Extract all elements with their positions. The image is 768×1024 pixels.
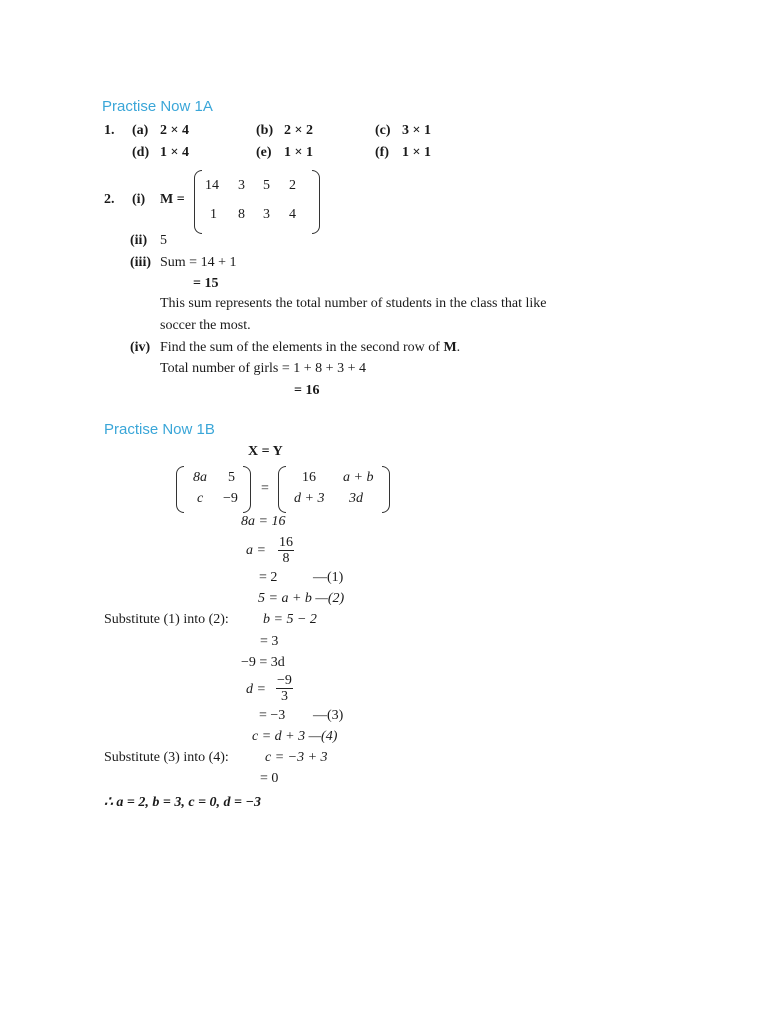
eq-8a: 8a = 16 <box>241 514 286 529</box>
matrix-m-r2c3: 3 <box>263 207 270 222</box>
q2iv-line2: = 16 <box>294 383 320 398</box>
eq-c-value: = 0 <box>260 771 279 786</box>
eq-tag-3: —(3) <box>313 708 344 723</box>
lhs-r2c1: c <box>197 491 204 506</box>
matrix-equals: = <box>261 481 269 496</box>
q2-number: 2. <box>104 192 115 207</box>
eq-c-equals: c = d + 3 —(4) <box>252 729 338 744</box>
eq-5-equals: 5 = a + b —(2) <box>258 591 345 606</box>
q1e-value: 1 × 1 <box>284 145 313 160</box>
q2iii-label: (iii) <box>130 255 151 270</box>
q2iii-text2: soccer the most. <box>160 318 251 333</box>
fraction-numerator: 16 <box>279 535 293 550</box>
eq-tag-1: —(1) <box>313 570 344 585</box>
matrix-m-r2c4: 4 <box>289 207 296 222</box>
q1-number: 1. <box>104 123 115 138</box>
eq-a-lhs: a = <box>246 543 266 558</box>
q2ii-value: 5 <box>160 233 167 248</box>
rhs-left-paren <box>278 466 286 513</box>
fraction-minus9-over-3 <box>276 673 293 704</box>
eq-d-value: = −3 <box>259 708 286 723</box>
matrix-m-lhs: M = <box>160 192 185 207</box>
matrix-m-r2c2: 8 <box>238 207 245 222</box>
q1b-label: (b) <box>256 123 274 138</box>
matrix-m-right-paren <box>312 170 320 234</box>
substitute-1-text: Substitute (1) into (2): <box>104 612 229 627</box>
q1f-value: 1 × 1 <box>402 145 431 160</box>
rhs-r2c2: 3d <box>349 491 363 506</box>
eq-b-value: = 3 <box>260 634 279 649</box>
substitute-1-eq: b = 5 − 2 <box>263 612 317 627</box>
rhs-r2c1: d + 3 <box>294 491 325 506</box>
section-title-1b: Practise Now 1B <box>104 421 215 438</box>
substitute-2-text: Substitute (3) into (4): <box>104 750 229 765</box>
eq-d-lhs: d = <box>246 682 266 697</box>
q2ii-label: (ii) <box>130 233 148 248</box>
q2i-label: (i) <box>132 192 146 207</box>
lhs-r1c2: 5 <box>228 470 235 485</box>
fraction-denominator: 8 <box>282 551 290 566</box>
matrix-m-r1c1: 14 <box>205 178 219 193</box>
matrix-m-r1c4: 2 <box>289 178 296 193</box>
rhs-r1c2: a + b <box>343 470 374 485</box>
q1a-value: 2 × 4 <box>160 123 189 138</box>
rhs-right-paren <box>382 466 390 513</box>
q2iv-line1: Total number of girls = 1 + 8 + 3 + 4 <box>160 361 366 376</box>
q1c-value: 3 × 1 <box>402 123 431 138</box>
lhs-right-paren <box>243 466 251 513</box>
q1b-value: 2 × 2 <box>284 123 313 138</box>
matrix-m-r1c2: 3 <box>238 178 245 193</box>
eq-a-value: = 2 <box>259 570 278 585</box>
fraction-16-over-8 <box>278 535 294 566</box>
lhs-left-paren <box>176 466 184 513</box>
q1d-label: (d) <box>132 145 150 160</box>
matrix-m-r1c3: 5 <box>263 178 270 193</box>
lhs-r1c1: 8a <box>193 470 207 485</box>
q2iv-label: (iv) <box>130 340 151 355</box>
section-title-1a: Practise Now 1A <box>102 98 213 115</box>
q1e-label: (e) <box>256 145 272 160</box>
q2iii-line2: = 15 <box>193 276 219 291</box>
final-answer: ∴ a = 2, b = 3, c = 0, d = −3 <box>104 795 262 810</box>
q1a-label: (a) <box>132 123 149 138</box>
matrix-m-r2c1: 1 <box>210 207 217 222</box>
eq-minus9: −9 = 3d <box>241 655 285 670</box>
q1d-value: 1 × 4 <box>160 145 189 160</box>
q2iii-text1: This sum represents the total number of students in the class that like <box>160 296 547 311</box>
q2iii-line1: Sum = 14 + 1 <box>160 255 237 270</box>
x-equals-y: X = Y <box>248 444 283 459</box>
q1c-label: (c) <box>375 123 391 138</box>
matrix-m-left-paren <box>194 170 202 234</box>
q1f-label: (f) <box>375 145 389 160</box>
fraction-numerator: −9 <box>277 673 292 688</box>
fraction-denominator: 3 <box>280 689 288 704</box>
lhs-r2c2: −9 <box>223 491 238 506</box>
substitute-2-eq: c = −3 + 3 <box>265 750 328 765</box>
q2iv-text: Find the sum of the elements in the second row of M. <box>160 340 461 355</box>
rhs-r1c1: 16 <box>302 470 316 485</box>
